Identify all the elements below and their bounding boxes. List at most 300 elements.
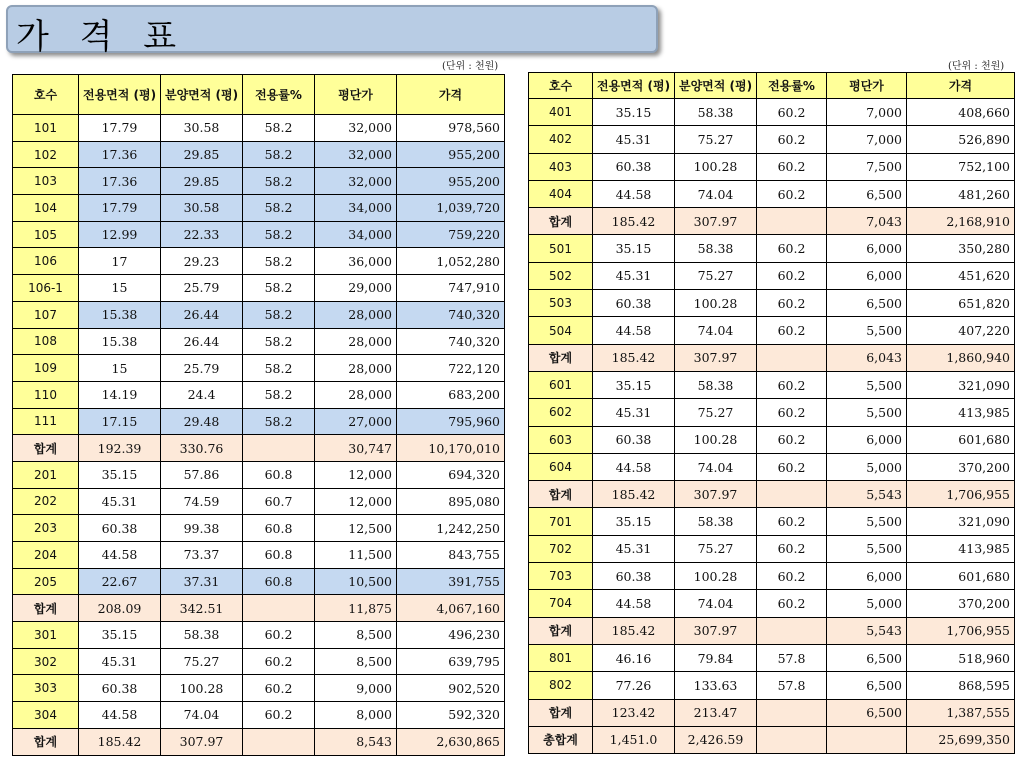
cell-exclusive-area: 60.38 xyxy=(593,153,675,180)
cell-price: 370,200 xyxy=(907,590,1015,617)
cell-price: 1,706,955 xyxy=(907,481,1015,508)
page-title: 가 격 표 xyxy=(16,17,187,57)
cell-exclusive-area: 60.38 xyxy=(593,426,675,453)
cell-ratio: 58.2 xyxy=(243,221,315,248)
cell-price-per-pyeong: 7,500 xyxy=(827,153,907,180)
cell-sale-area: 58.38 xyxy=(675,235,757,262)
cell-unit: 총합계 xyxy=(529,726,593,753)
cell-exclusive-area: 35.15 xyxy=(593,99,675,126)
cell-ratio: 58.2 xyxy=(243,381,315,408)
cell-ratio: 58.2 xyxy=(243,248,315,275)
cell-unit: 501 xyxy=(529,235,593,262)
cell-price-per-pyeong: 6,500 xyxy=(827,672,907,699)
cell-unit: 802 xyxy=(529,672,593,699)
cell-ratio: 60.7 xyxy=(243,488,315,515)
cell-unit: 503 xyxy=(529,290,593,317)
cell-price: 740,320 xyxy=(397,301,505,328)
cell-exclusive-area: 45.31 xyxy=(79,488,161,515)
header-price-per-pyeong: 평단가 xyxy=(827,73,907,99)
subtotal-row xyxy=(529,481,1015,508)
table-row xyxy=(529,235,1015,262)
cell-exclusive-area: 44.58 xyxy=(593,590,675,617)
cell-price: 740,320 xyxy=(397,328,505,355)
cell-ratio: 58.2 xyxy=(243,195,315,222)
cell-unit: 합계 xyxy=(529,208,593,235)
header-ratio: 전용률% xyxy=(243,75,315,115)
cell-price-per-pyeong: 5,500 xyxy=(827,535,907,562)
cell-price-per-pyeong: 6,500 xyxy=(827,699,907,726)
cell-price-per-pyeong: 28,000 xyxy=(315,328,397,355)
cell-exclusive-area: 45.31 xyxy=(593,399,675,426)
cell-price: 955,200 xyxy=(397,141,505,168)
cell-sale-area: 75.27 xyxy=(675,399,757,426)
cell-exclusive-area: 60.38 xyxy=(593,290,675,317)
cell-unit: 합계 xyxy=(529,344,593,371)
cell-exclusive-area: 45.31 xyxy=(593,126,675,153)
cell-ratio: 58.2 xyxy=(243,168,315,195)
cell-ratio: 60.2 xyxy=(757,180,827,207)
cell-sale-area: 133.63 xyxy=(675,672,757,699)
cell-sale-area: 213.47 xyxy=(675,699,757,726)
cell-unit: 304 xyxy=(13,702,79,729)
cell-unit: 301 xyxy=(13,622,79,649)
cell-unit: 401 xyxy=(529,99,593,126)
cell-ratio: 60.2 xyxy=(757,126,827,153)
cell-price: 759,220 xyxy=(397,221,505,248)
cell-price-per-pyeong: 6,500 xyxy=(827,180,907,207)
cell-ratio: 60.2 xyxy=(757,508,827,535)
subtotal-row xyxy=(13,728,505,755)
cell-unit: 108 xyxy=(13,328,79,355)
cell-price: 747,910 xyxy=(397,275,505,302)
cell-unit: 111 xyxy=(13,408,79,435)
cell-unit: 504 xyxy=(529,317,593,344)
cell-price-per-pyeong: 11,875 xyxy=(315,595,397,622)
cell-price: 978,560 xyxy=(397,115,505,142)
cell-unit: 105 xyxy=(13,221,79,248)
cell-ratio: 60.2 xyxy=(757,563,827,590)
cell-price-per-pyeong: 12,500 xyxy=(315,515,397,542)
cell-sale-area: 75.27 xyxy=(675,262,757,289)
table-row xyxy=(13,355,505,382)
cell-sale-area: 75.27 xyxy=(675,126,757,153)
cell-ratio: 60.2 xyxy=(757,290,827,317)
cell-ratio: 60.2 xyxy=(757,99,827,126)
cell-price-per-pyeong: 7,000 xyxy=(827,99,907,126)
cell-price: 601,680 xyxy=(907,426,1015,453)
cell-exclusive-area: 35.15 xyxy=(79,461,161,488)
cell-price: 955,200 xyxy=(397,168,505,195)
cell-price: 868,595 xyxy=(907,672,1015,699)
cell-ratio: 60.8 xyxy=(243,568,315,595)
cell-unit: 403 xyxy=(529,153,593,180)
header-ratio: 전용률% xyxy=(757,73,827,99)
cell-price: 1,706,955 xyxy=(907,617,1015,644)
cell-ratio: 60.2 xyxy=(757,235,827,262)
cell-price-per-pyeong: 5,500 xyxy=(827,371,907,398)
cell-price: 25,699,350 xyxy=(907,726,1015,753)
price-table-right xyxy=(528,72,1015,754)
table-row xyxy=(13,248,505,275)
cell-price: 1,039,720 xyxy=(397,195,505,222)
cell-exclusive-area: 44.58 xyxy=(593,453,675,480)
cell-exclusive-area: 77.26 xyxy=(593,672,675,699)
cell-exclusive-area: 192.39 xyxy=(79,435,161,462)
cell-price: 592,320 xyxy=(397,702,505,729)
cell-sale-area: 37.31 xyxy=(161,568,243,595)
cell-sale-area: 58.38 xyxy=(675,508,757,535)
table-row xyxy=(529,508,1015,535)
cell-exclusive-area: 46.16 xyxy=(593,644,675,671)
cell-unit: 205 xyxy=(13,568,79,595)
cell-exclusive-area: 35.15 xyxy=(593,235,675,262)
cell-sale-area: 74.04 xyxy=(675,453,757,480)
cell-price-per-pyeong: 6,500 xyxy=(827,290,907,317)
cell-ratio: 58.2 xyxy=(243,275,315,302)
cell-ratio: 60.2 xyxy=(243,622,315,649)
table-row xyxy=(529,262,1015,289)
cell-unit: 602 xyxy=(529,399,593,426)
cell-price-per-pyeong: 32,000 xyxy=(315,115,397,142)
cell-exclusive-area: 208.09 xyxy=(79,595,161,622)
header-row xyxy=(13,75,505,115)
cell-unit: 합계 xyxy=(529,699,593,726)
table-row xyxy=(529,290,1015,317)
cell-price: 321,090 xyxy=(907,508,1015,535)
cell-price-per-pyeong: 34,000 xyxy=(315,195,397,222)
cell-price-per-pyeong: 11,500 xyxy=(315,542,397,569)
cell-sale-area: 99.38 xyxy=(161,515,243,542)
cell-ratio xyxy=(757,344,827,371)
cell-unit: 203 xyxy=(13,515,79,542)
cell-price: 795,960 xyxy=(397,408,505,435)
cell-price-per-pyeong: 32,000 xyxy=(315,141,397,168)
table-row xyxy=(13,115,505,142)
cell-price: 1,052,280 xyxy=(397,248,505,275)
cell-exclusive-area: 17.79 xyxy=(79,195,161,222)
table-row xyxy=(13,568,505,595)
cell-ratio: 60.2 xyxy=(757,453,827,480)
cell-price: 10,170,010 xyxy=(397,435,505,462)
cell-price-per-pyeong: 6,043 xyxy=(827,344,907,371)
cell-price: 350,280 xyxy=(907,235,1015,262)
cell-unit: 202 xyxy=(13,488,79,515)
cell-sale-area: 100.28 xyxy=(161,675,243,702)
cell-exclusive-area: 44.58 xyxy=(79,542,161,569)
cell-exclusive-area: 44.58 xyxy=(593,317,675,344)
table-row xyxy=(13,648,505,675)
cell-unit: 702 xyxy=(529,535,593,562)
cell-sale-area: 75.27 xyxy=(675,535,757,562)
cell-ratio xyxy=(757,726,827,753)
cell-price: 752,100 xyxy=(907,153,1015,180)
cell-price-per-pyeong: 10,500 xyxy=(315,568,397,595)
cell-sale-area: 73.37 xyxy=(161,542,243,569)
cell-ratio: 60.2 xyxy=(757,262,827,289)
table-row xyxy=(13,168,505,195)
cell-sale-area: 22.33 xyxy=(161,221,243,248)
cell-ratio: 58.2 xyxy=(243,328,315,355)
table-row xyxy=(13,381,505,408)
cell-ratio xyxy=(757,481,827,508)
cell-price-per-pyeong: 12,000 xyxy=(315,488,397,515)
cell-ratio: 60.2 xyxy=(757,426,827,453)
cell-exclusive-area: 15.38 xyxy=(79,301,161,328)
cell-ratio: 60.8 xyxy=(243,515,315,542)
cell-price-per-pyeong: 28,000 xyxy=(315,301,397,328)
cell-ratio: 58.2 xyxy=(243,355,315,382)
cell-exclusive-area: 123.42 xyxy=(593,699,675,726)
cell-price: 1,242,250 xyxy=(397,515,505,542)
table-row xyxy=(13,408,505,435)
cell-price-per-pyeong: 36,000 xyxy=(315,248,397,275)
cell-ratio xyxy=(757,617,827,644)
cell-ratio: 60.2 xyxy=(243,648,315,675)
cell-exclusive-area: 185.42 xyxy=(79,728,161,755)
cell-price-per-pyeong: 5,500 xyxy=(827,317,907,344)
cell-price: 496,230 xyxy=(397,622,505,649)
cell-unit: 302 xyxy=(13,648,79,675)
table-row xyxy=(529,644,1015,671)
cell-unit: 801 xyxy=(529,644,593,671)
cell-unit: 201 xyxy=(13,461,79,488)
cell-unit: 204 xyxy=(13,542,79,569)
cell-ratio: 60.8 xyxy=(243,542,315,569)
cell-price: 2,630,865 xyxy=(397,728,505,755)
table-row xyxy=(529,99,1015,126)
table-row xyxy=(13,515,505,542)
cell-price-per-pyeong: 6,000 xyxy=(827,262,907,289)
cell-sale-area: 100.28 xyxy=(675,426,757,453)
cell-price: 722,120 xyxy=(397,355,505,382)
cell-unit: 106 xyxy=(13,248,79,275)
cell-exclusive-area: 44.58 xyxy=(79,702,161,729)
cell-sale-area: 29.48 xyxy=(161,408,243,435)
cell-price: 639,795 xyxy=(397,648,505,675)
cell-unit: 701 xyxy=(529,508,593,535)
table-row xyxy=(13,195,505,222)
header-row xyxy=(529,73,1015,99)
cell-exclusive-area: 17.36 xyxy=(79,168,161,195)
cell-price: 902,520 xyxy=(397,675,505,702)
cell-unit: 404 xyxy=(529,180,593,207)
cell-ratio: 58.2 xyxy=(243,115,315,142)
table-row xyxy=(13,221,505,248)
table-row xyxy=(529,399,1015,426)
header-price: 가격 xyxy=(907,73,1015,99)
cell-ratio xyxy=(757,208,827,235)
cell-price: 683,200 xyxy=(397,381,505,408)
cell-price: 601,680 xyxy=(907,563,1015,590)
cell-price: 843,755 xyxy=(397,542,505,569)
cell-unit: 106-1 xyxy=(13,275,79,302)
cell-unit: 110 xyxy=(13,381,79,408)
cell-unit: 107 xyxy=(13,301,79,328)
cell-exclusive-area: 185.42 xyxy=(593,208,675,235)
cell-price: 895,080 xyxy=(397,488,505,515)
header-exclusive-area: 전용면적 (평) xyxy=(79,75,161,115)
cell-exclusive-area: 35.15 xyxy=(593,508,675,535)
cell-unit: 604 xyxy=(529,453,593,480)
table-row xyxy=(529,180,1015,207)
table-row xyxy=(13,488,505,515)
cell-sale-area: 29.85 xyxy=(161,141,243,168)
cell-unit: 603 xyxy=(529,426,593,453)
table-row xyxy=(13,675,505,702)
cell-exclusive-area: 44.58 xyxy=(593,180,675,207)
cell-unit: 109 xyxy=(13,355,79,382)
table-row xyxy=(13,542,505,569)
cell-sale-area: 307.97 xyxy=(675,344,757,371)
cell-exclusive-area: 17.36 xyxy=(79,141,161,168)
cell-price-per-pyeong: 8,500 xyxy=(315,648,397,675)
subtotal-row xyxy=(529,617,1015,644)
cell-sale-area: 58.38 xyxy=(675,371,757,398)
cell-price-per-pyeong: 6,000 xyxy=(827,563,907,590)
cell-sale-area: 58.38 xyxy=(161,622,243,649)
cell-unit: 402 xyxy=(529,126,593,153)
cell-exclusive-area: 60.38 xyxy=(593,563,675,590)
cell-sale-area: 29.85 xyxy=(161,168,243,195)
unit-note-right: (단위 : 천원) xyxy=(948,61,1005,72)
header-unit: 호수 xyxy=(13,75,79,115)
header-sale-area: 분양면적 (평) xyxy=(161,75,243,115)
cell-price: 2,168,910 xyxy=(907,208,1015,235)
cell-price: 1,387,555 xyxy=(907,699,1015,726)
subtotal-row xyxy=(529,208,1015,235)
cell-exclusive-area: 35.15 xyxy=(79,622,161,649)
cell-unit: 502 xyxy=(529,262,593,289)
cell-sale-area: 74.04 xyxy=(675,180,757,207)
cell-ratio: 57.8 xyxy=(757,672,827,699)
table-row xyxy=(13,275,505,302)
cell-ratio: 60.8 xyxy=(243,461,315,488)
cell-ratio: 60.2 xyxy=(757,590,827,617)
cell-ratio: 58.2 xyxy=(243,408,315,435)
cell-price: 1,860,940 xyxy=(907,344,1015,371)
cell-unit: 합계 xyxy=(13,435,79,462)
cell-ratio: 60.2 xyxy=(243,675,315,702)
cell-price-per-pyeong: 5,000 xyxy=(827,590,907,617)
table-row xyxy=(13,622,505,649)
cell-sale-area: 307.97 xyxy=(161,728,243,755)
cell-price: 413,985 xyxy=(907,399,1015,426)
table-row xyxy=(13,461,505,488)
cell-unit: 104 xyxy=(13,195,79,222)
cell-ratio: 58.2 xyxy=(243,141,315,168)
cell-price: 451,620 xyxy=(907,262,1015,289)
cell-ratio: 60.2 xyxy=(243,702,315,729)
cell-sale-area: 2,426.59 xyxy=(675,726,757,753)
cell-exclusive-area: 185.42 xyxy=(593,344,675,371)
cell-price: 321,090 xyxy=(907,371,1015,398)
header-price: 가격 xyxy=(397,75,505,115)
cell-sale-area: 330.76 xyxy=(161,435,243,462)
cell-sale-area: 74.59 xyxy=(161,488,243,515)
cell-ratio: 57.8 xyxy=(757,644,827,671)
table-row xyxy=(529,371,1015,398)
cell-unit: 101 xyxy=(13,115,79,142)
cell-price-per-pyeong: 5,543 xyxy=(827,617,907,644)
cell-exclusive-area: 17.15 xyxy=(79,408,161,435)
cell-unit: 103 xyxy=(13,168,79,195)
cell-sale-area: 307.97 xyxy=(675,481,757,508)
cell-exclusive-area: 185.42 xyxy=(593,481,675,508)
cell-price: 408,660 xyxy=(907,99,1015,126)
cell-sale-area: 74.04 xyxy=(675,590,757,617)
table-row xyxy=(529,672,1015,699)
subtotal-row xyxy=(529,699,1015,726)
cell-price-per-pyeong: 7,000 xyxy=(827,126,907,153)
cell-unit: 102 xyxy=(13,141,79,168)
subtotal-row xyxy=(13,435,505,462)
cell-price-per-pyeong: 27,000 xyxy=(315,408,397,435)
cell-price-per-pyeong: 12,000 xyxy=(315,461,397,488)
cell-price: 694,320 xyxy=(397,461,505,488)
cell-ratio xyxy=(243,595,315,622)
cell-sale-area: 29.23 xyxy=(161,248,243,275)
price-table-left xyxy=(12,74,505,756)
cell-price-per-pyeong: 5,500 xyxy=(827,508,907,535)
cell-ratio: 60.2 xyxy=(757,399,827,426)
table-row xyxy=(529,535,1015,562)
cell-exclusive-area: 15.38 xyxy=(79,328,161,355)
cell-sale-area: 307.97 xyxy=(675,208,757,235)
subtotal-row xyxy=(529,344,1015,371)
cell-sale-area: 79.84 xyxy=(675,644,757,671)
cell-sale-area: 74.04 xyxy=(675,317,757,344)
cell-exclusive-area: 1,451.0 xyxy=(593,726,675,753)
cell-sale-area: 24.4 xyxy=(161,381,243,408)
table-row xyxy=(13,141,505,168)
cell-sale-area: 100.28 xyxy=(675,153,757,180)
cell-price-per-pyeong: 5,000 xyxy=(827,453,907,480)
header-exclusive-area: 전용면적 (평) xyxy=(593,73,675,99)
cell-exclusive-area: 45.31 xyxy=(593,535,675,562)
cell-sale-area: 75.27 xyxy=(161,648,243,675)
cell-exclusive-area: 17 xyxy=(79,248,161,275)
cell-sale-area: 26.44 xyxy=(161,301,243,328)
cell-unit: 합계 xyxy=(13,728,79,755)
table-row xyxy=(13,301,505,328)
cell-price-per-pyeong: 7,043 xyxy=(827,208,907,235)
cell-unit: 합계 xyxy=(529,617,593,644)
cell-exclusive-area: 14.19 xyxy=(79,381,161,408)
cell-price: 4,067,160 xyxy=(397,595,505,622)
cell-unit: 합계 xyxy=(13,595,79,622)
cell-sale-area: 26.44 xyxy=(161,328,243,355)
cell-exclusive-area: 15 xyxy=(79,355,161,382)
cell-price-per-pyeong: 29,000 xyxy=(315,275,397,302)
cell-price: 526,890 xyxy=(907,126,1015,153)
cell-ratio: 60.2 xyxy=(757,371,827,398)
cell-exclusive-area: 12.99 xyxy=(79,221,161,248)
cell-sale-area: 58.38 xyxy=(675,99,757,126)
cell-price: 481,260 xyxy=(907,180,1015,207)
cell-price-per-pyeong: 28,000 xyxy=(315,355,397,382)
table-row xyxy=(13,702,505,729)
table-row xyxy=(529,453,1015,480)
cell-unit: 303 xyxy=(13,675,79,702)
cell-exclusive-area: 185.42 xyxy=(593,617,675,644)
cell-sale-area: 25.79 xyxy=(161,355,243,382)
table-row xyxy=(529,590,1015,617)
table-row xyxy=(529,563,1015,590)
cell-price: 518,960 xyxy=(907,644,1015,671)
cell-unit: 703 xyxy=(529,563,593,590)
cell-exclusive-area: 17.79 xyxy=(79,115,161,142)
header-sale-area: 분양면적 (평) xyxy=(675,73,757,99)
